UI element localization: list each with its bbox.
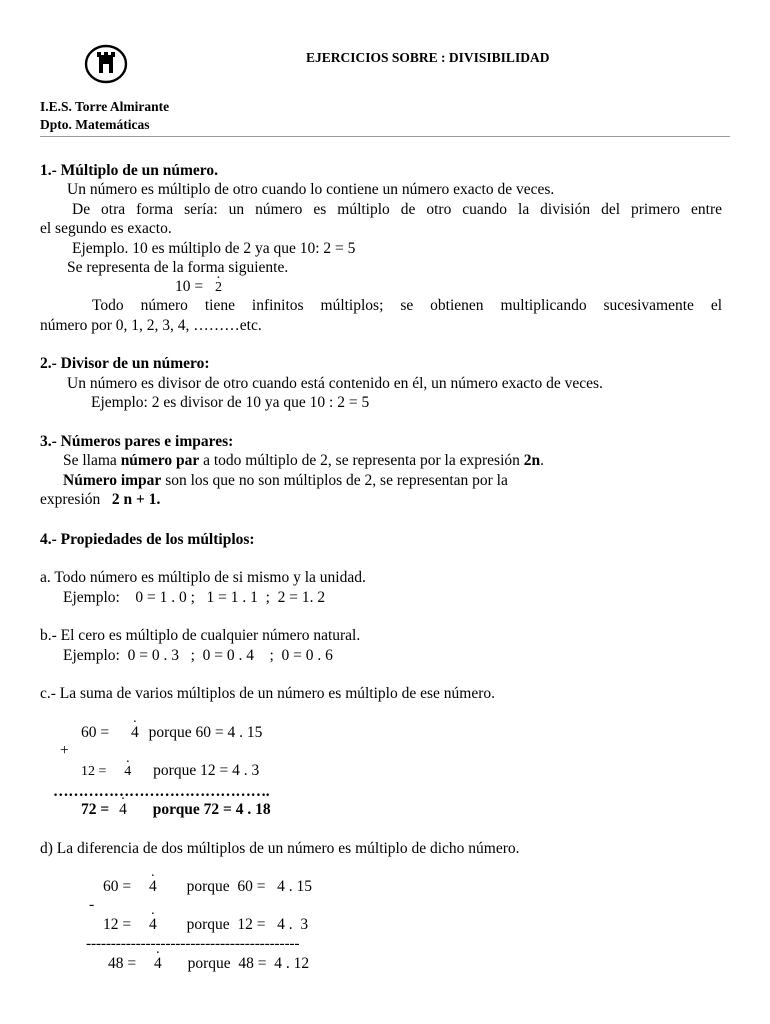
diff-result-row: 48 = · 4 porque 48 = 4 . 12: [108, 955, 309, 973]
diff-row-1: 60 = · 4 porque 60 = 4 . 15: [103, 878, 312, 896]
plus-sign: +: [60, 742, 69, 759]
header-divider: [40, 136, 730, 137]
section-2-example: Ejemplo: 2 es divisor de 10 ya que 10 : 2 = 5: [91, 394, 370, 411]
school-logo: [84, 44, 128, 84]
property-c: c.- La suma de varios múltiplos de un número es múltiplo de ese número.: [40, 685, 495, 702]
rep-lhs: 10 =: [175, 278, 204, 295]
sum-row-1: 60 = · 4 porque 60 = 4 . 15: [81, 724, 262, 742]
section-1-line: Todo número tiene infinitos múltiplos; se obtienen multiplicando sucesivamente el: [92, 297, 722, 314]
section-4-title: 4.- Propiedades de los múltiplos:: [40, 531, 255, 548]
school-name: I.E.S. Torre Almirante: [40, 99, 170, 114]
section-3-line: expresión 2 n + 1.: [40, 491, 161, 508]
section-3-line: Número impar son los que no son múltiplos de 2, se representan por la: [63, 472, 508, 489]
section-1-line: De otra forma sería: un número es múltiplo de otro cuando la división del primero entre: [72, 201, 722, 218]
sum-result-row: 72 = · 4 porque 72 = 4 . 18: [81, 801, 271, 819]
sum-separator: …………………………………….: [53, 783, 270, 800]
rep-multiple: · 2: [215, 280, 222, 295]
section-1-line: el segundo es exacto.: [40, 220, 172, 237]
document-title: EJERCICIOS SOBRE : DIVISIBILIDAD: [306, 50, 550, 65]
section-2-line: Un número es divisor de otro cuando está contenido en él, un número exacto de veces.: [67, 375, 603, 392]
section-1-example: Ejemplo. 10 es múltiplo de 2 ya que 10: 2 = 5: [72, 240, 356, 257]
section-3-line: Se llama número par a todo múltiplo de 2, se representa por la expresión 2n.: [63, 452, 544, 469]
minus-sign: -: [89, 896, 95, 913]
sum-row-2: 12 = · 4 porque 12 = 4 . 3: [81, 762, 259, 780]
diff-separator: -------------------------------------------: [86, 935, 300, 952]
property-a-example: Ejemplo: 0 = 1 . 0 ; 1 = 1 . 1 ; 2 = 1. 2: [63, 589, 326, 606]
section-1-line: Un número es múltiplo de otro cuando lo contiene un número exacto de veces.: [67, 181, 555, 198]
department-name: Dpto. Matemáticas: [40, 117, 150, 132]
property-d: d) La diferencia de dos múltiplos de un número es múltiplo de dicho número.: [40, 840, 520, 857]
section-2-title: 2.- Divisor de un número:: [40, 355, 210, 372]
property-b: b.- El cero es múltiplo de cualquier número natural.: [40, 627, 361, 644]
diff-row-2: 12 = · 4 porque 12 = 4 . 3: [103, 916, 308, 934]
section-1-line: Se representa de la forma siguiente.: [67, 259, 289, 276]
section-3-title: 3.- Números pares e impares:: [40, 433, 234, 450]
section-1-line: número por 0, 1, 2, 3, 4, ………etc.: [40, 317, 262, 334]
section-1-representation: [175, 278, 222, 296]
property-b-example: Ejemplo: 0 = 0 . 3 ; 0 = 0 . 4 ; 0 = 0 . 6: [63, 647, 333, 664]
property-a: a. Todo número es múltiplo de si mismo y la unidad.: [40, 569, 366, 586]
section-1-title: 1.- Múltiplo de un número.: [40, 162, 218, 179]
